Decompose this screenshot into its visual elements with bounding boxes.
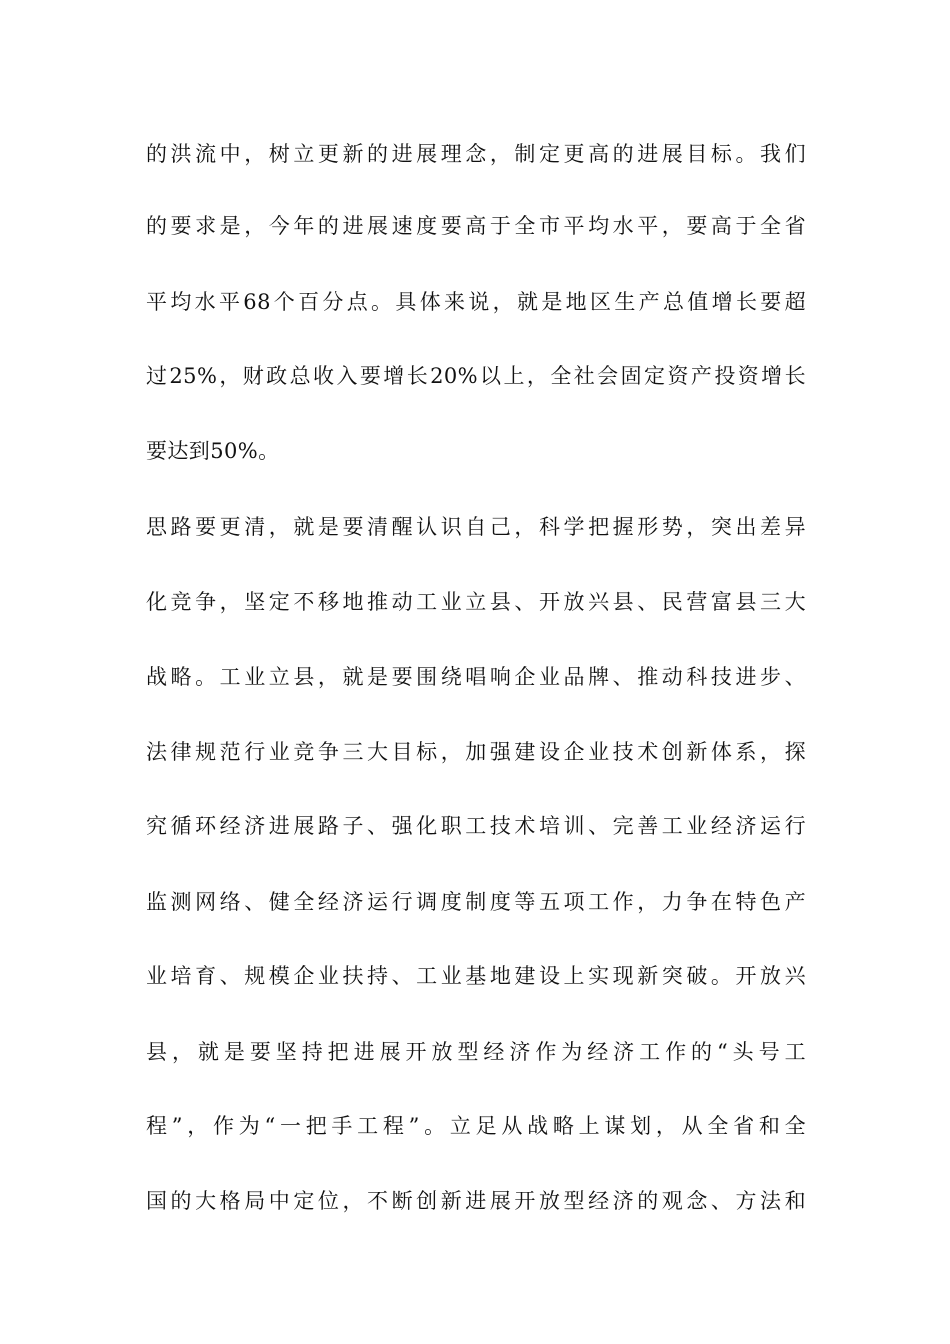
text-line: 业培育、规模企业扶持、工业基地建设上实现新突破。开放兴 xyxy=(146,964,806,988)
text-line: 的要求是，今年的进展速度要高于全市平均水平，要高于全省 xyxy=(146,214,806,238)
text-line: 平均水平68个百分点。具体来说，就是地区生产总值增长要超 xyxy=(146,290,806,314)
text-line: 过25%，财政总收入要增长20%以上，全社会固定资产投资增长 xyxy=(146,364,806,388)
text-line: 县，就是要坚持把进展开放型经济作为经济工作的“头号工 xyxy=(146,1040,806,1064)
text-line: 监测网络、健全经济运行调度制度等五项工作，力争在特色产 xyxy=(146,890,806,914)
text-line: 国的大格局中定位，不断创新进展开放型经济的观念、方法和 xyxy=(146,1189,806,1213)
text-line: 化竞争，坚定不移地推动工业立县、开放兴县、民营富县三大 xyxy=(146,590,806,614)
text-line: 法律规范行业竞争三大目标，加强建设企业技术创新体系，探 xyxy=(146,740,806,764)
text-line: 战略。工业立县，就是要围绕唱响企业品牌、推动科技进步、 xyxy=(146,665,806,689)
text-line: 的洪流中，树立更新的进展理念，制定更高的进展目标。我们 xyxy=(146,142,806,166)
text-line: 思路要更清，就是要清醒认识自己，科学把握形势，突出差异 xyxy=(146,515,806,539)
text-line: 程”，作为“一把手工程”。立足从战略上谋划，从全省和全 xyxy=(146,1114,806,1138)
text-line: 要达到50%。 xyxy=(146,439,280,463)
text-line: 究循环经济进展路子、强化职工技术培训、完善工业经济运行 xyxy=(146,814,806,838)
